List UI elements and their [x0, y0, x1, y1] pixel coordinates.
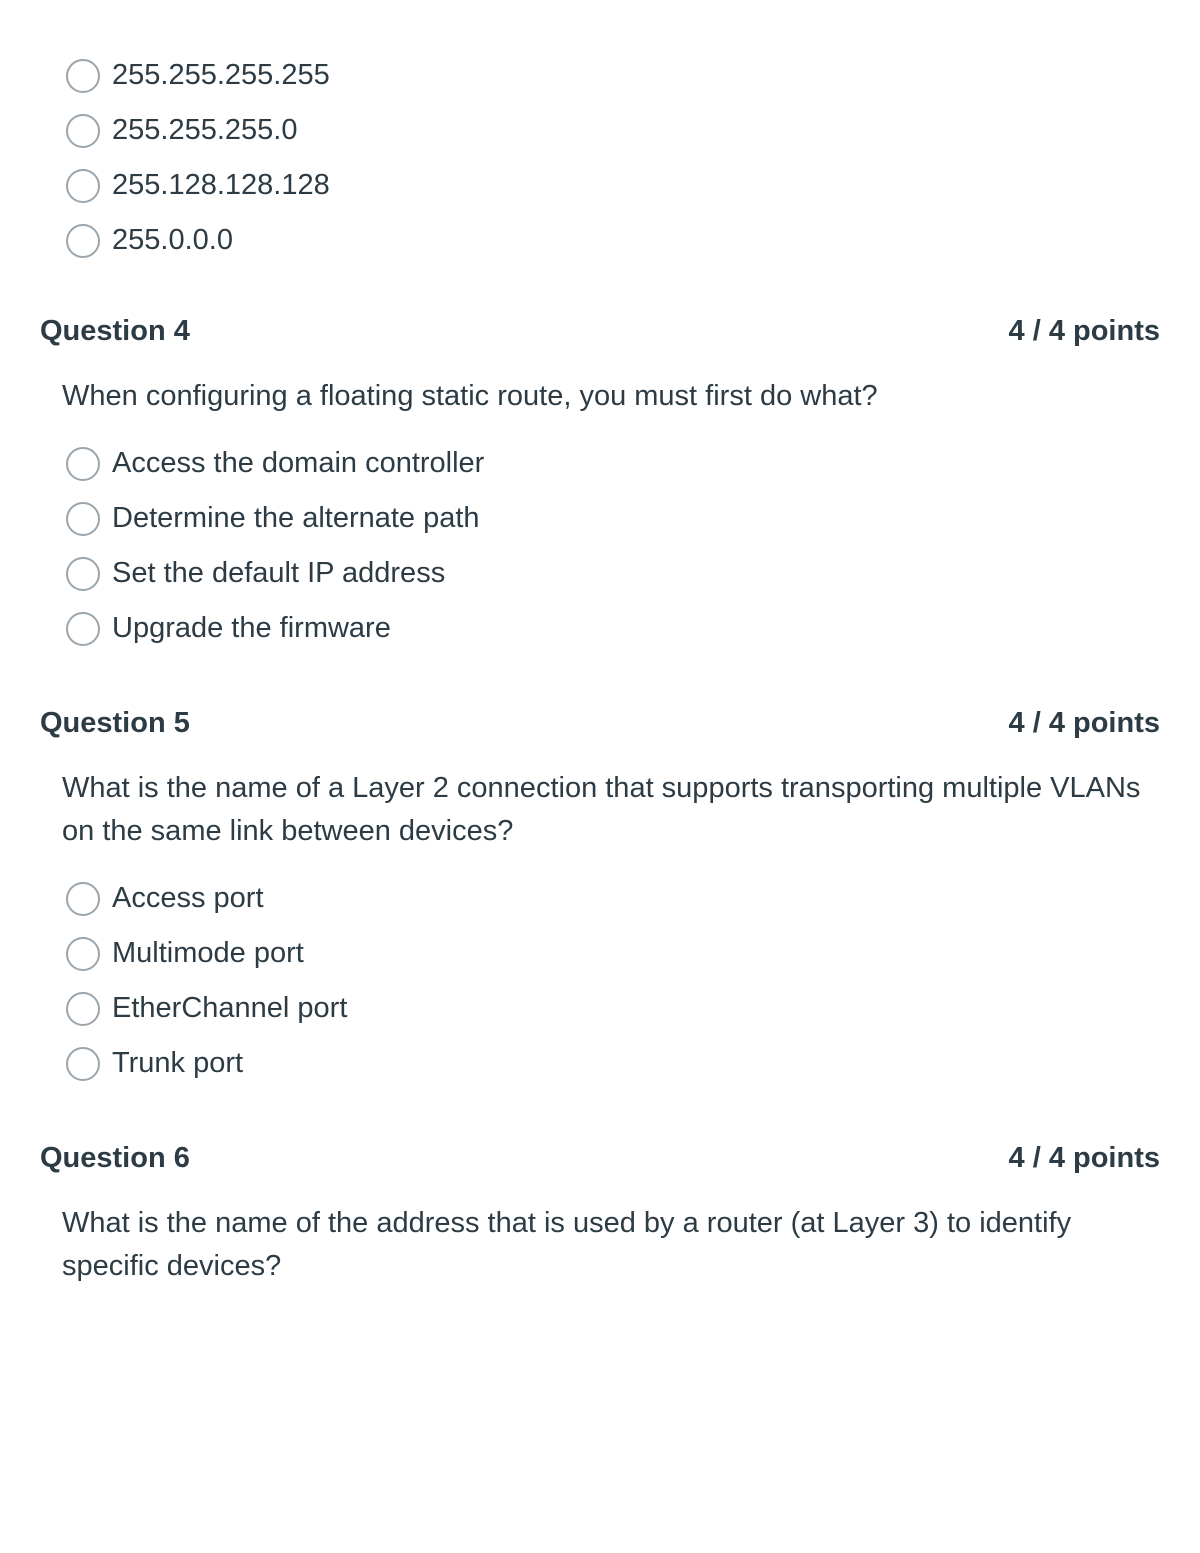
answer-option[interactable] [66, 871, 1200, 926]
answer-option[interactable] [66, 48, 330, 103]
radio-button[interactable] [66, 447, 100, 481]
answer-label: 255.0.0.0 [112, 224, 233, 256]
radio-button[interactable] [66, 114, 100, 148]
question-points: 4 / 4 points [1008, 706, 1160, 739]
question-6 [0, 1138, 1200, 1288]
question-title: Question 5 [40, 706, 190, 739]
answer-option[interactable] [66, 926, 1200, 981]
answer-option[interactable] [66, 601, 1200, 656]
question-points: 4 / 4 points [1008, 1141, 1160, 1174]
answer-option[interactable] [66, 1036, 1200, 1091]
answer-option[interactable] [66, 158, 330, 213]
answer-option[interactable] [66, 103, 330, 158]
answer-label: Set the default IP address [112, 557, 446, 589]
question-text: When configuring a floating static route, you must first do what? [62, 380, 878, 412]
radio-button[interactable] [66, 1047, 100, 1081]
question-header [0, 703, 1200, 743]
answer-label: Multimode port [112, 937, 304, 969]
question-header [0, 311, 1200, 351]
answer-label: Determine the alternate path [112, 502, 480, 534]
answer-list [0, 871, 1200, 1091]
radio-button[interactable] [66, 612, 100, 646]
answer-label: 255.128.128.128 [112, 169, 330, 201]
question-title: Question 6 [40, 1141, 190, 1174]
answer-label: Trunk port [112, 1047, 244, 1079]
radio-button[interactable] [66, 937, 100, 971]
radio-button[interactable] [66, 992, 100, 1026]
answer-label: Access port [112, 882, 264, 914]
radio-button[interactable] [66, 882, 100, 916]
answer-list [0, 48, 330, 268]
answer-label: EtherChannel port [112, 992, 348, 1024]
question-text: What is the name of a Layer 2 connection that supports transporting multiple VLANs on the same link between devices? [62, 772, 1141, 847]
radio-button[interactable] [66, 169, 100, 203]
question-text: What is the name of the address that is used by a router (at Layer 3) to identify specific devices? [62, 1207, 1072, 1282]
answer-label: Access the domain controller [112, 447, 485, 479]
radio-button[interactable] [66, 224, 100, 258]
answer-option[interactable] [66, 491, 1200, 546]
question-points: 4 / 4 points [1008, 314, 1160, 347]
question-header [0, 1138, 1200, 1178]
answer-label: Upgrade the firmware [112, 612, 391, 644]
answer-label: 255.255.255.255 [112, 59, 330, 91]
question-3-answers [0, 48, 330, 268]
answer-label: 255.255.255.0 [112, 114, 298, 146]
answer-option[interactable] [66, 436, 1200, 491]
answer-option[interactable] [66, 546, 1200, 601]
radio-button[interactable] [66, 557, 100, 591]
answer-option[interactable] [66, 213, 330, 268]
question-title: Question 4 [40, 314, 190, 347]
answer-list [0, 436, 1200, 656]
question-4 [0, 311, 1200, 656]
radio-button[interactable] [66, 502, 100, 536]
question-5 [0, 703, 1200, 1091]
radio-button[interactable] [66, 59, 100, 93]
answer-option[interactable] [66, 981, 1200, 1036]
